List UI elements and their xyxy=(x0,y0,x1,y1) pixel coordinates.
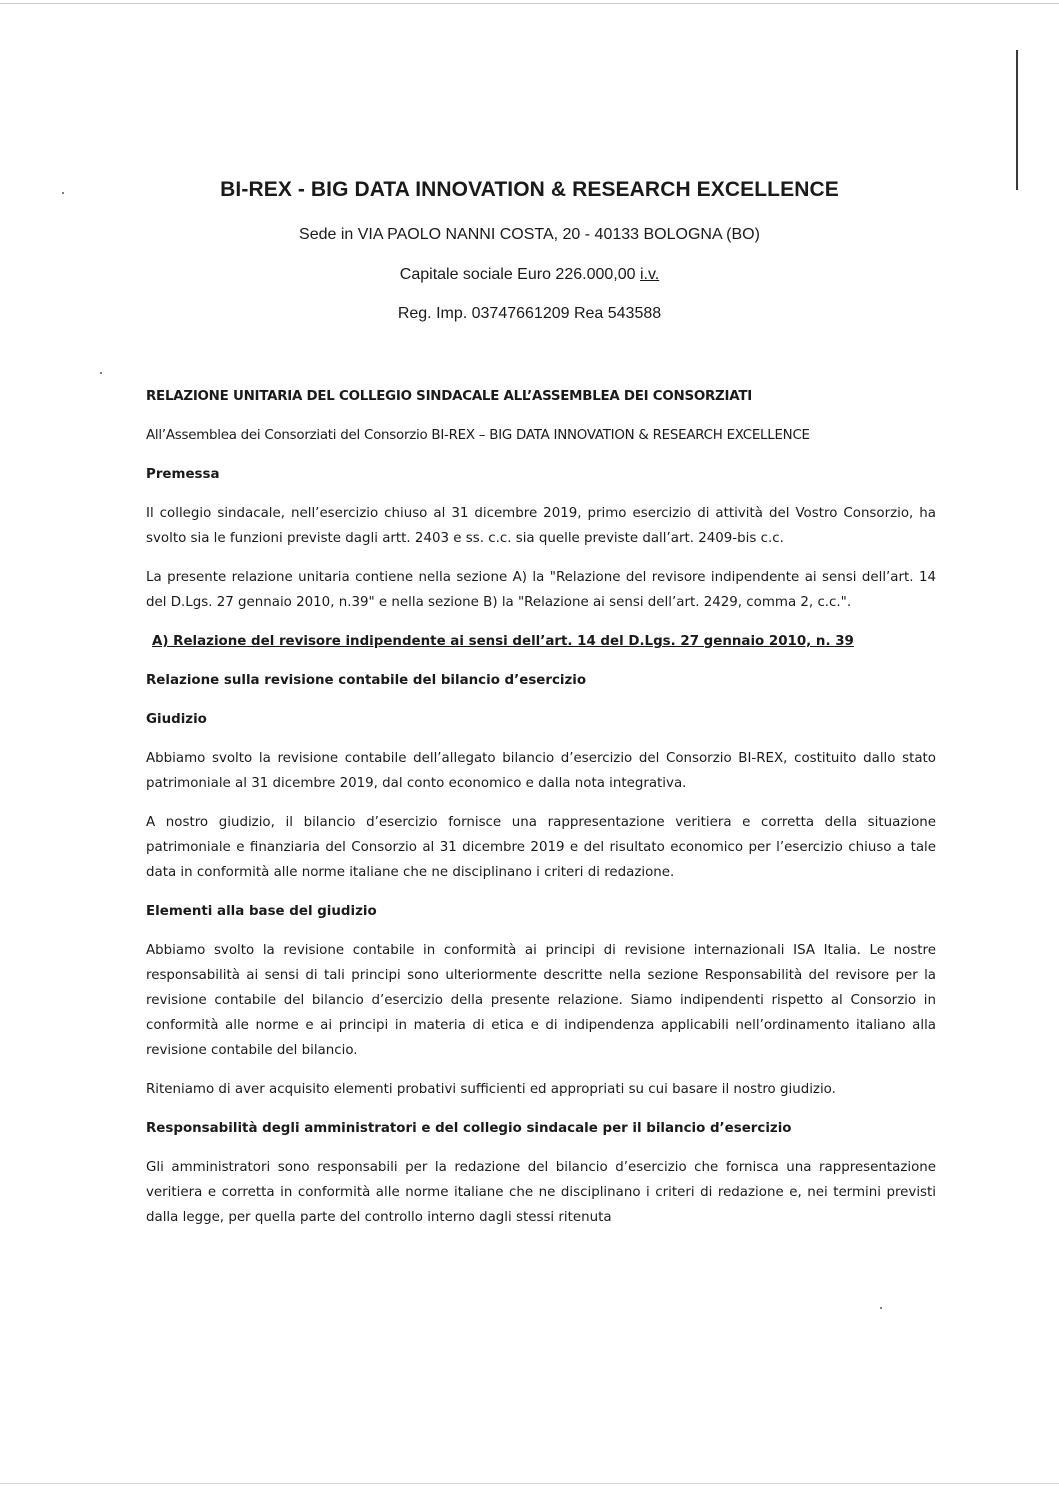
revisione-heading: Relazione sulla revisione contabile del bilancio d’esercizio xyxy=(146,673,587,688)
responsabilita-paragraph-1: Gli amministratori sono responsabili per la redazione del bilancio d’esercizio che fornisca una rappresentazione veritiera e corretta in conformità alle norme italiane che ne disciplinano i criteri di redazione e, nei termini previsti dalla legge, per quella parte del controllo interno dagli stessi ritenuta xyxy=(146,1160,936,1225)
scan-edge-top xyxy=(0,3,1059,4)
report-addressee: All’Assemblea dei Consorziati del Consorzio BI-REX – BIG DATA INNOVATION & RESEARCH EXCELLENCE xyxy=(146,428,810,443)
report-title: RELAZIONE UNITARIA DEL COLLEGIO SINDACALE ALL’ASSEMBLEA DEI CONSORZIATI xyxy=(146,389,752,404)
report-body xyxy=(146,384,936,1244)
scan-edge-bottom xyxy=(0,1483,1059,1484)
giudizio-paragraph-1: Abbiamo svolto la revisione contabile dell’allegato bilancio d’esercizio del Consorzio BI-REX, costituito dallo stato patrimoniale al 31 dicembre 2019, dal conto economico e dalla nota integrativa. xyxy=(146,751,936,791)
share-capital-status: i.v. xyxy=(639,266,660,283)
share-capital-amount: Capitale sociale Euro 226.000,00 xyxy=(399,266,640,283)
share-capital xyxy=(0,266,1059,284)
giudizio-paragraph-2: A nostro giudizio, il bilancio d’esercizio fornisce una rappresentazione veritiera e corretta della situazione patrimoniale e finanziaria del Consorzio al 31 dicembre 2019 e del risultato economico per l’esercizio chiuso a tale data in conformità alle norme italiane che ne disciplinano i criteri di redazione. xyxy=(146,815,936,880)
giudizio-heading: Giudizio xyxy=(146,712,207,727)
responsabilita-heading: Responsabilità degli amministratori e del collegio sindacale per il bilancio d’esercizio xyxy=(146,1121,792,1136)
scan-speck xyxy=(880,1307,882,1309)
elementi-heading: Elementi alla base del giudizio xyxy=(146,904,377,919)
elementi-paragraph-1: Abbiamo svolto la revisione contabile in conformità ai principi di revisione internazionali ISA Italia. Le nostre responsabilità ai sensi di tali principi sono ulteriormente descritte nella sezione Responsabilità del revisore per la revisione contabile del bilancio d’esercizio della presente relazione. Siamo indipendenti rispetto al Consorzio in conformità alle norme e ai principi in materia di etica e di indipendenza applicabili nell’ordinamento italiano alla revisione contabile del bilancio. xyxy=(146,943,936,1058)
premessa-heading: Premessa xyxy=(146,467,220,482)
company-name: BI-REX - BIG DATA INNOVATION & RESEARCH EXCELLENCE xyxy=(220,178,839,201)
scan-edge-right xyxy=(1016,50,1018,190)
section-a-title: A) Relazione del revisore indipendente ai sensi dell’art. 14 del D.Lgs. 27 gennaio 2010, n. 39 xyxy=(152,634,854,649)
company-address: Sede in VIA PAOLO NANNI COSTA, 20 - 40133 BOLOGNA (BO) xyxy=(299,226,760,243)
company-registry: Reg. Imp. 03747661209 Rea 543588 xyxy=(397,305,662,322)
scan-speck xyxy=(100,372,102,374)
premessa-paragraph-1: Il collegio sindacale, nell’esercizio chiuso al 31 dicembre 2019, primo esercizio di attività del Vostro Consorzio, ha svolto sia le funzioni previste dagli artt. 2403 e ss. c.c. sia quelle previste dall’art. 2409-bis c.c. xyxy=(146,506,936,546)
premessa-paragraph-2: La presente relazione unitaria contiene nella sezione A) la "Relazione del revisore indipendente ai sensi dell’art. 14 del D.Lgs. 27 gennaio 2010, n.39" e nella sezione B) la "Relazione ai sensi dell’art. 2429, comma 2, c.c.". xyxy=(146,570,936,610)
elementi-paragraph-2: Riteniamo di aver acquisito elementi probativi sufficienti ed appropriati su cui basare il nostro giudizio. xyxy=(146,1082,836,1097)
